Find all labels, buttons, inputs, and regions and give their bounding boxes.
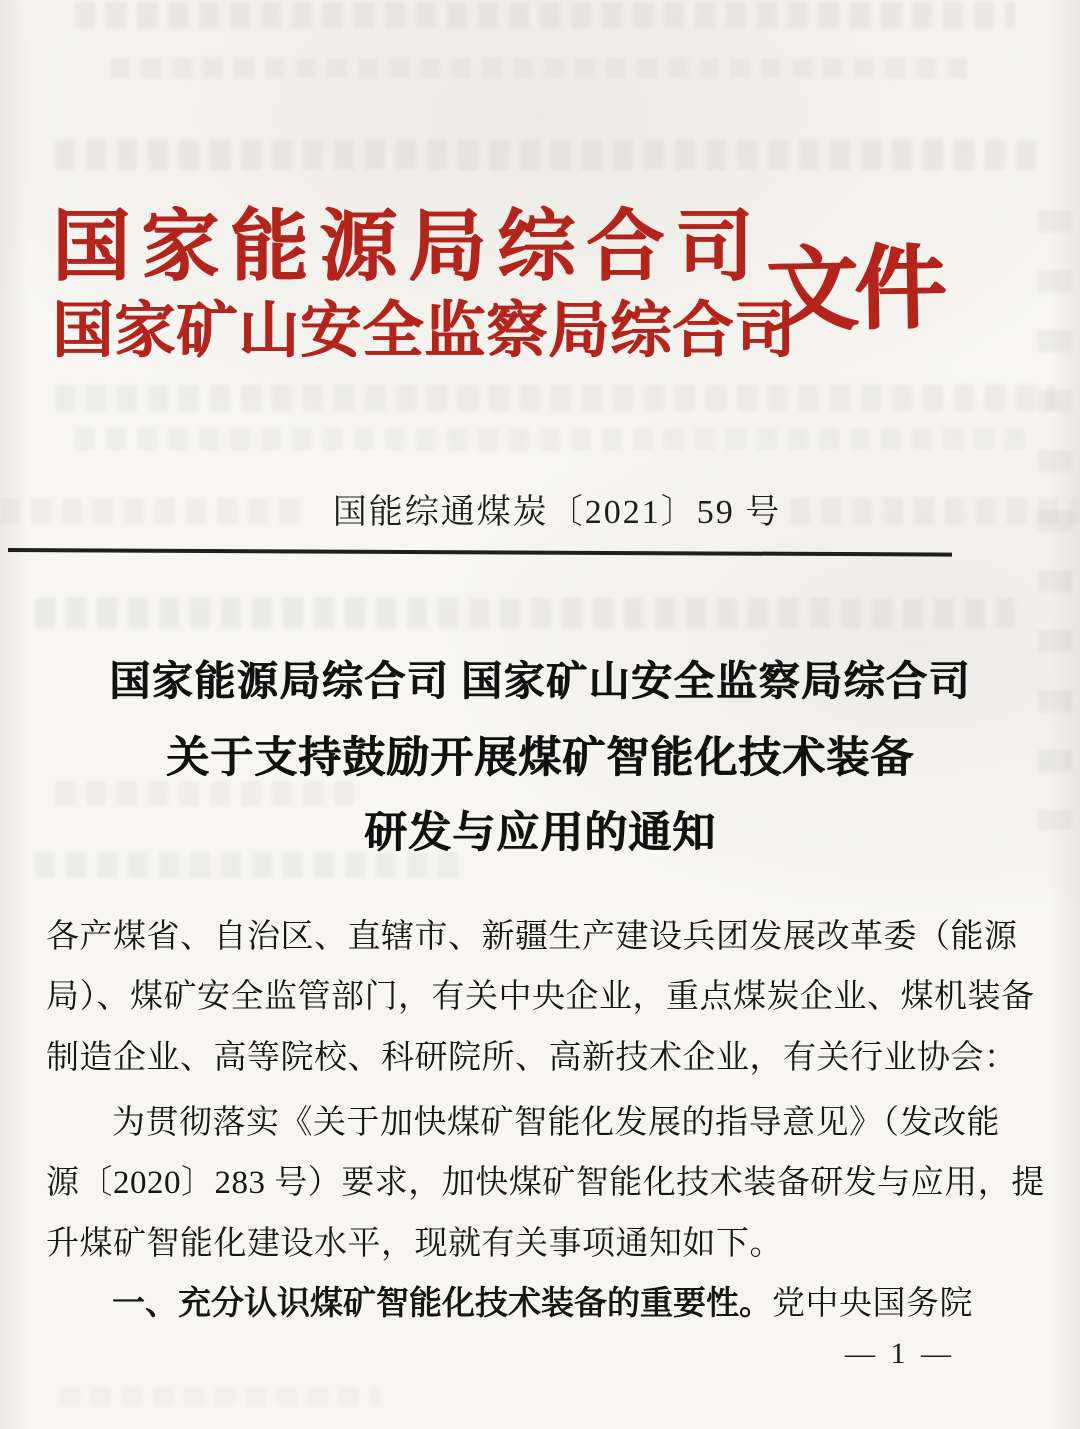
scan-bleedthrough-row: [110, 58, 970, 78]
body-salutation-line: 制造企业、高等院校、科研院所、高新技术企业，有关行业协会：: [46, 1040, 1018, 1076]
scan-bleedthrough-row: [55, 140, 1045, 170]
letterhead-doc-type-label: 文件: [765, 237, 943, 343]
section1-text: 党中央国务院: [772, 1286, 973, 1322]
body-salutation-line: 局）、煤矿安全监管部门，有关中央企业，重点煤炭企业、煤机装备: [46, 979, 1035, 1015]
scan-bleedthrough-row: [75, 2, 1015, 28]
document-number: 国能综通煤炭〔2021〕59 号: [332, 494, 782, 531]
section1-heading: 一、充分认识煤矿智能化技术装备的重要性。: [112, 1284, 772, 1321]
document-title-line3: 研发与应用的通知: [364, 810, 716, 857]
letterhead-agency-line1: 国家能源局综合司: [52, 203, 765, 290]
document-title-line1: 国家能源局综合司 国家矿山安全监察局综合司: [109, 658, 971, 704]
scan-bleedthrough-row: [75, 428, 1025, 450]
body-section1-line: [46, 1277, 1042, 1324]
scan-bleedthrough-row: [55, 385, 1055, 411]
scan-bleedthrough-row: [35, 598, 1015, 628]
document-title-line2: 关于支持鼓励开展煤矿智能化技术装备: [166, 735, 914, 782]
letterhead-agency-line2: 国家矿山安全监察局综合司: [52, 298, 797, 365]
body-paragraph-line: 为贯彻落实《关于加快煤矿智能化发展的指导意见》（发改能: [112, 1105, 1000, 1141]
page-number: — 1 —: [845, 1337, 955, 1370]
body-paragraph-line: 源〔2020〕283 号）要求，加快煤矿智能化技术装备研发与应用，提: [46, 1165, 1045, 1201]
body-salutation-line: 各产煤省、自治区、直辖市、新疆生产建设兵团发展改革委（能源: [46, 919, 1018, 955]
letterhead-divider-rule: [8, 548, 952, 556]
scan-bleedthrough-row: [60, 1388, 380, 1406]
body-paragraph-line: 升煤矿智能化建设水平，现就有关事项通知如下。: [46, 1226, 783, 1262]
